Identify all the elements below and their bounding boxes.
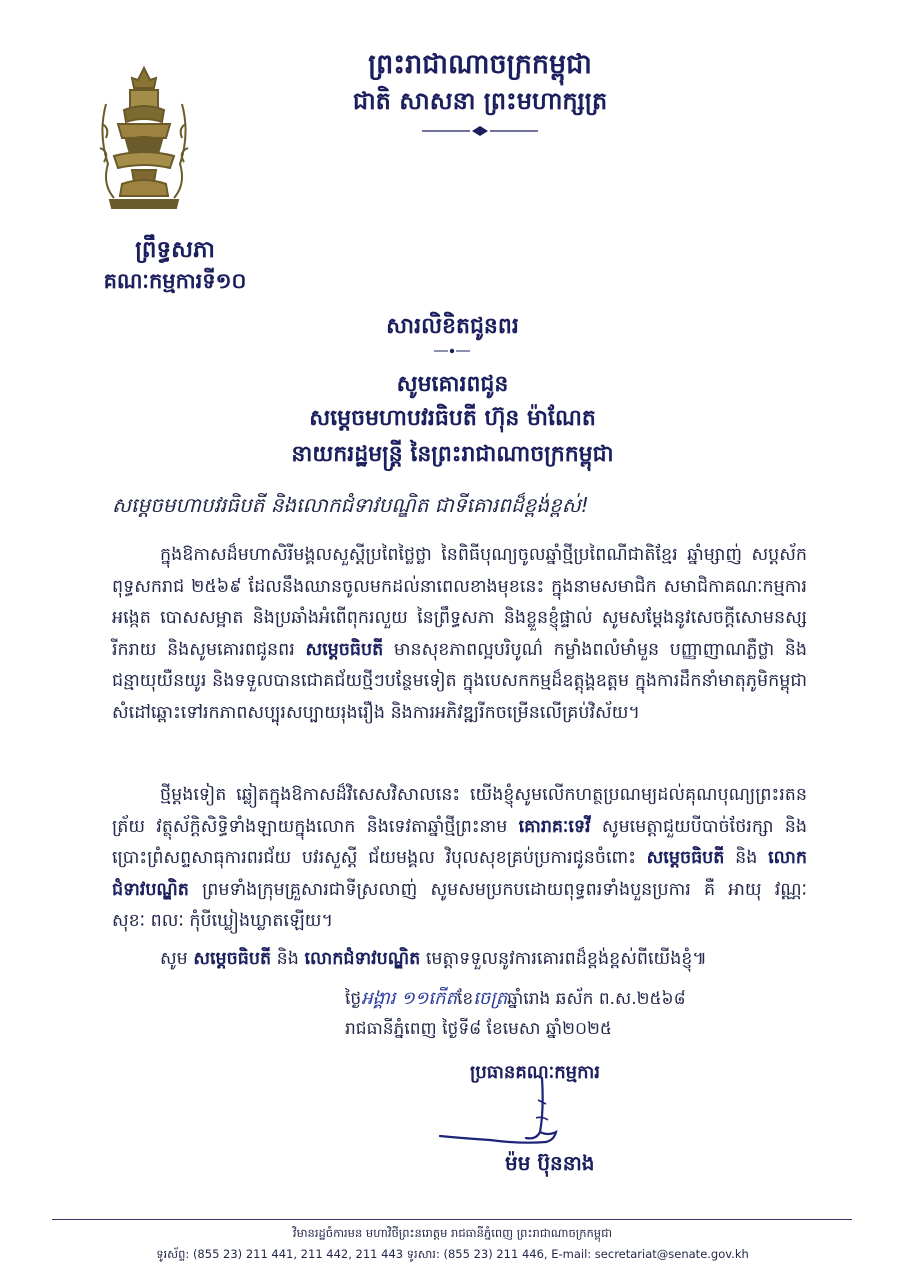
senate-emblem-icon [96,64,192,212]
signer-name: ម៉ម ប៊ុននាង [505,1151,595,1175]
salutation: សម្ដេចមហាបវរធិបតី និងលោកជំទាវបណ្ឌិត ជាទីគោរពដ៏ខ្ពង់ខ្ពស់! [112,493,589,517]
commission-name: គណៈកម្មការទី១០ [103,269,247,293]
footer-divider [52,1219,852,1220]
senate-name: ព្រឹទ្ធសភា [135,237,215,263]
body-paragraph-3: សូម សម្ដេចធិបតី និង លោកជំទាវបណ្ឌិត មេត្តាទទួលនូវការគោរពដ៏ខ្ពង់ខ្ពស់ពីយើងខ្ញុំ៕ [160,949,707,969]
addressee-position: នាយករដ្ឋមន្ត្រី នៃព្រះរាជាណាចក្រកម្ពុជា [291,442,614,467]
footer-contact: ទូរស័ព្ទ: (855 23) 211 441, 211 442, 211 443 ទូរសារ: (855 23) 211 446, E-mail: secretariat@senate.gov.kh [156,1247,749,1261]
signature-icon [430,1070,590,1160]
ornament-divider-icon [420,124,540,138]
national-motto: ជាតិ សាសនា ព្រះមហាក្សត្រ [352,87,608,115]
small-ornament-icon [432,346,472,356]
addressee-greeting: សូមគោរពជូន [396,372,509,397]
addressee-name: សម្ដេចមហាបវរធិបតី ហ៊ុន ម៉ាណែត [309,406,596,431]
body-paragraph-2: ថ្មីម្តងទៀត ឆ្លៀតក្នុងឱកាសដ៏វិសេសវិសាលនេះ យើងខ្ញុំសូមលើកហត្ថប្រណម្យដល់គុណបុណ្យព្រះរតនត្រ័យ វត្ថុស័ក្តិសិទ្ធិទាំងឡាយក្នុងលោក និងទេវតាឆ្នាំថ្មីព្រះនាម គោរាគៈទេវី សូមមេត្តាជួយបីបាច់ថែរក្សា និងប្រោះព្រំសព្ទសាធុការពរជ័យ បវរសួស្តី ជ័យមង្គល វិបុលសុខគ្រប់ប្រការជូនចំពោះ សម្ដេចធិបតី និង លោកជំទាវបណ្ឌិត ព្រមទាំងក្រុមគ្រួសារជាទីស្រលាញ់ សូមសមប្រកបដោយពុទ្ធពរទាំងបួនប្រការ គឺ អាយុ វណ្ណៈ សុខៈ ពលៈ កុំបីឃ្លៀងឃ្លាតឡើយ។ [112,785,807,931]
body-paragraph-1: ក្នុងឱកាសដ៏មហាសិរីមង្គលសួស្តីប្រពៃថ្លៃថ្លា នៃពិធីបុណ្យចូលឆ្នាំថ្មីប្រពៃណីជាតិខ្មែរ ឆ្នាំម្សាញ់ សប្តស័ក ពុទ្ធសករាជ ២៥៦៩ ដែលនឹងឈានចូលមកដល់នាពេលខាងមុខនេះ ក្នុងនាមសមាជិក សមាជិកាគណៈកម្មការអង្កេត បោសសម្អាត និងប្រឆាំងអំពើពុករលួយ នៃព្រឹទ្ធសភា និងខ្លួនខ្ញុំផ្ទាល់ សូមសម្តែងនូវសេចក្តីសោមនស្សរីករាយ និងសូមគោរពជូនពរ សម្ដេចធិបតី មានសុខភាពល្អបរិបូណ៌ កម្លាំងពលំមាំមួន បញ្ញាញាណភ្លឺថ្លា និងជន្មាយុយឺនយូរ និងទទួលបានជោគជ័យថ្មីៗបន្ថែមទៀត ក្នុងបេសកកម្មដ៏ឧត្តុង្គឧត្តម ក្នុងការដឹកនាំមាតុភូមិកម្ពុជា សំដៅឆ្ពោះទៅរកភាពសប្បុរសប្បាយរុងរឿង និងការអភិវឌ្ឍរីកចម្រើនលើគ្រប់វិស័យ។ [112,545,807,723]
footer-address: វិមានរដ្ឋចំការមន មហាវិថីព្រះនរោត្តម រាជធានីភ្នំពេញ ព្រះរាជាណាចក្រកម្ពុជា [292,1226,613,1240]
lunar-date: ថ្ងៃអង្គារ ១១កើតខែចេត្រឆ្នាំរោង ឆស័ក ព.ស.២៥៦៨ [345,988,686,1009]
solar-date: រាជធានីភ្នំពេញ ថ្ងៃទី៨ ខែមេសា ឆ្នាំ២០២៥ [345,1019,612,1039]
handwritten-month: ចេត្រ [473,988,508,1009]
kingdom-title: ព្រះរាជាណាចក្រកម្ពុជា [368,49,592,80]
document-type: សារលិខិតជូនពរ [386,314,519,339]
handwritten-day: អង្គារ ១១កើត [361,988,457,1009]
signer-title: ប្រធានគណៈកម្មការ [470,1062,600,1083]
